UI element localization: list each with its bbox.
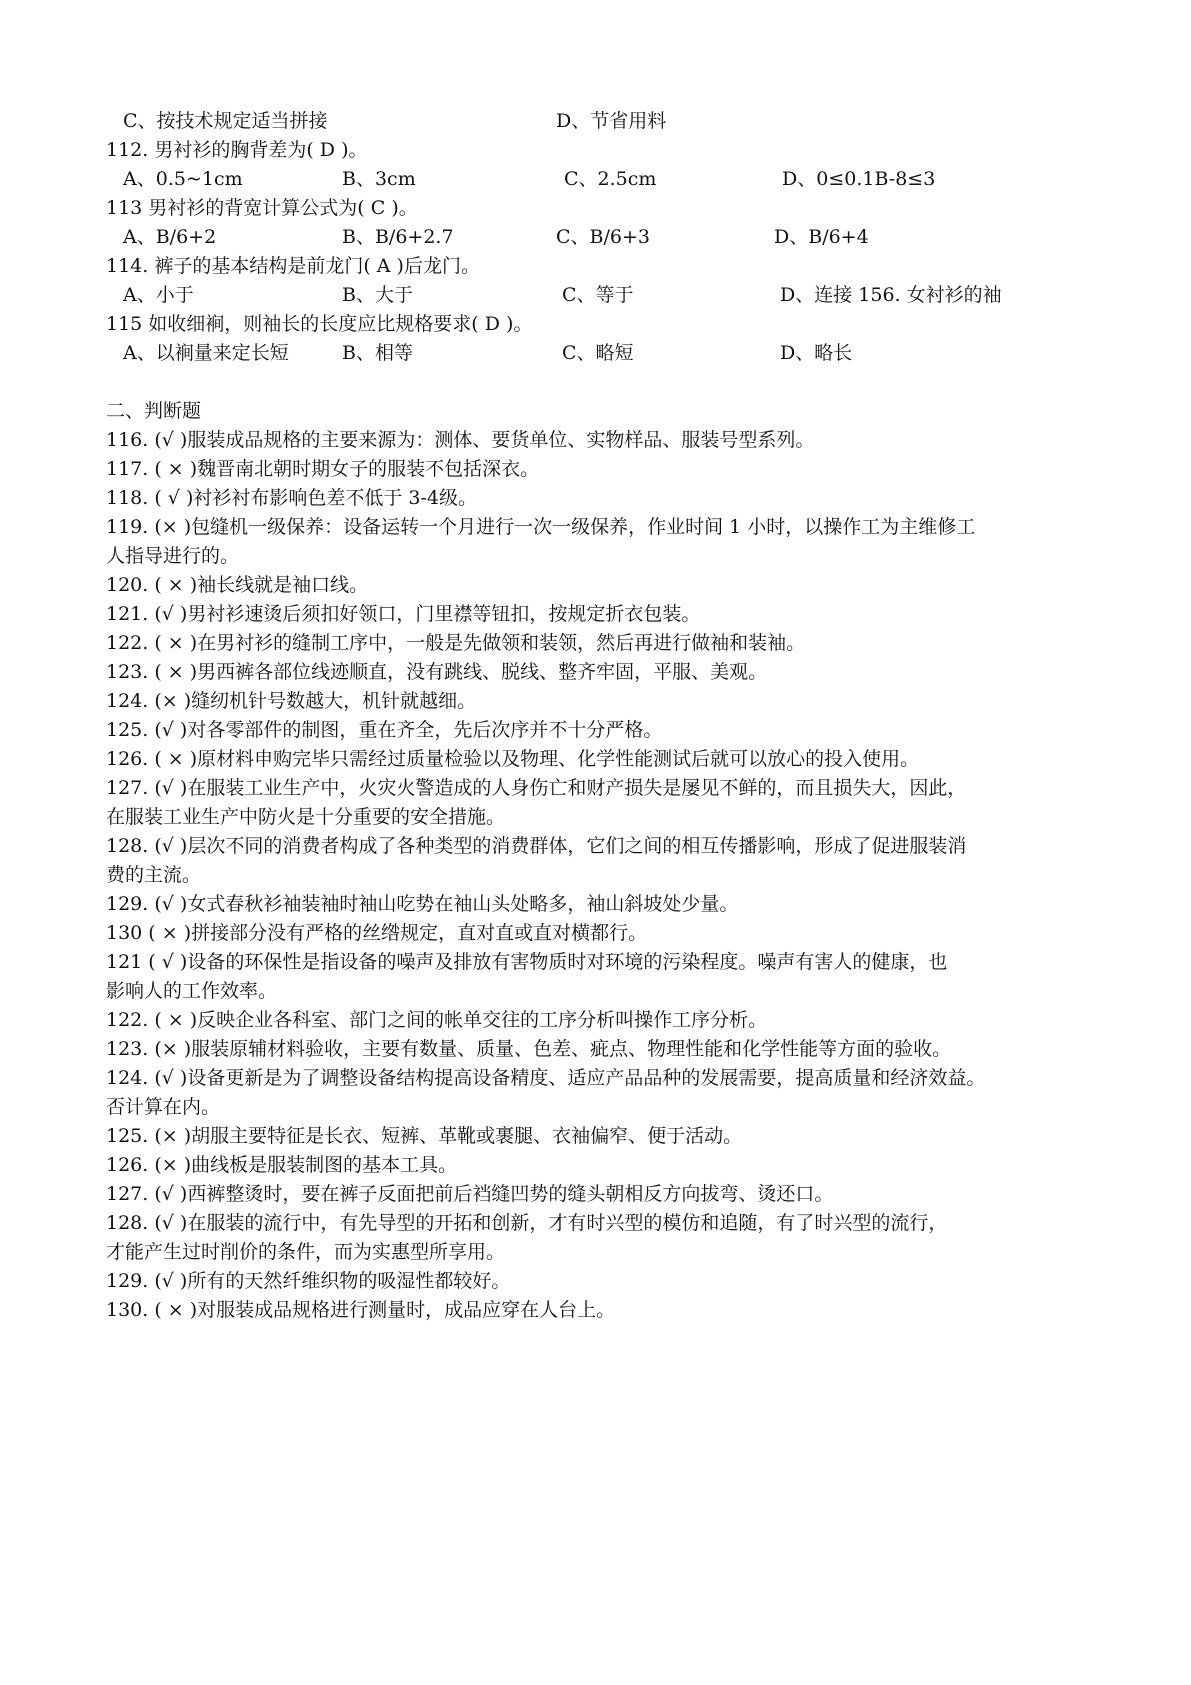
q112-stem: 112. 男衬衫的胸背差为( D )。 [106, 139, 368, 161]
list-item: 124. (√ )设备更新是为了调整设备结构提高设备精度、适应产品品种的发展需要，提高质量和经济效益。 [106, 1067, 986, 1089]
list-item: 人指导进行的。 [106, 545, 240, 567]
q115-stem: 115 如收细裥，则袖长的长度应比规格要求( D )。 [106, 313, 533, 335]
list-item: 125. (√ )对各零部件的制图，重在齐全，先后次序并不十分严格。 [106, 719, 663, 741]
list-item: 122. ( × )在男衬衫的缝制工序中，一般是先做领和装领，然后再进行做袖和装袖。 [106, 632, 806, 654]
list-item: 116. (√ )服装成品规格的主要来源为：测体、要货单位、实物样品、服装号型系列。 [106, 429, 815, 451]
list-item: 123. ( × )男西裤各部位线迹顺直，没有跳线、脱线、整齐牢固，平服、美观。 [106, 661, 768, 683]
option-c: C、2.5cm [564, 168, 657, 190]
list-item: 129. (√ )所有的天然纤维织物的吸湿性都较好。 [106, 1270, 511, 1292]
list-item: 119. (× )包缝机一级保养：设备运转一个月进行一次一级保养，作业时间 1 小时，以操作工为主维修工 [106, 516, 976, 538]
list-item: 130. ( × )对服装成品规格进行测量时，成品应穿在人台上。 [106, 1299, 616, 1321]
list-item: 127. (√ )在服装工业生产中，火灾火警造成的人身伤亡和财产损失是屡见不鲜的，而且损失大，因此， [106, 777, 967, 799]
list-item: 126. ( × )原材料申购完毕只需经过质量检验以及物理、化学性能测试后就可以放心的投入使用。 [106, 748, 920, 770]
list-item: 130 ( × )拼接部分没有严格的丝绺规定，直对直或直对横都行。 [106, 922, 648, 944]
option-a: A、0.5~1cm [123, 168, 243, 190]
list-item: 费的主流。 [106, 864, 202, 886]
list-item: 128. (√ )层次不同的消费者构成了各种类型的消费群体，它们之间的相互传播影响，形成了促进服装消 [106, 835, 967, 857]
option-b: B、大于 [342, 284, 413, 306]
option-d: D、0≤0.1B-8≤3 [782, 168, 936, 190]
section-title: 二、判断题 [106, 400, 202, 422]
option-d: D、略长 [780, 342, 853, 364]
option-d: D、B/6+4 [774, 226, 869, 248]
list-item: 122. ( × )反映企业各科室、部门之间的帐单交往的工序分析叫操作工序分析。 [106, 1009, 768, 1031]
list-item: 影响人的工作效率。 [106, 980, 278, 1002]
list-item: 117. ( × )魏晋南北朝时期女子的服装不包括深衣。 [106, 458, 540, 480]
option-c: C、B/6+3 [556, 226, 650, 248]
list-item: 129. (√ )女式春秋衫袖装袖时袖山吃势在袖山头处略多，袖山斜坡处少量。 [106, 893, 739, 915]
option-d: D、连接 156. 女衬衫的袖 [780, 284, 1002, 306]
option-d: D、节省用料 [556, 110, 667, 132]
list-item: 123. (× )服装原辅材料验收，主要有数量、质量、色差、疵点、物理性能和化学性能等方面的验收。 [106, 1038, 952, 1060]
list-item: 在服装工业生产中防火是十分重要的安全措施。 [106, 806, 506, 828]
list-item: 121 ( √ )设备的环保性是指设备的噪声及排放有害物质时对环境的污染程度。噪声有害人的健康，也 [106, 951, 948, 973]
option-a: A、B/6+2 [123, 226, 217, 248]
list-item: 127. (√ )西裤整烫时，要在裤子反面把前后裆缝凹势的缝头朝相反方向拔弯、烫还口。 [106, 1183, 834, 1205]
list-item: 否计算在内。 [106, 1096, 221, 1118]
option-c: C、略短 [562, 342, 634, 364]
list-item: 124. (× )缝纫机针号数越大，机针就越细。 [106, 690, 477, 712]
option-b: B、B/6+2.7 [342, 226, 454, 248]
option-b: B、相等 [342, 342, 413, 364]
q113-stem: 113 男衬衫的背宽计算公式为( C )。 [106, 197, 418, 219]
option-b: B、3cm [342, 168, 416, 190]
list-item: 128. (√ )在服装的流行中，有先导型的开拓和创新，才有时兴型的模仿和追随，有了时兴型的流行， [106, 1212, 948, 1234]
option-c: C、按技术规定适当拼接 [123, 110, 328, 132]
list-item: 118. ( √ )衬衫衬布影响色差不低于 3-4级。 [106, 487, 477, 509]
list-item: 125. (× )胡服主要特征是长衣、短裤、革靴或裹腿、衣袖偏窄、便于活动。 [106, 1125, 743, 1147]
option-c: C、等于 [562, 284, 634, 306]
q114-stem: 114. 裤子的基本结构是前龙门( A )后龙门。 [106, 255, 480, 277]
option-a: A、以裥量来定长短 [123, 342, 289, 364]
list-item: 126. (× )曲线板是服装制图的基本工具。 [106, 1154, 458, 1176]
option-a: A、小于 [123, 284, 194, 306]
list-item: 120. ( × )袖长线就是袖口线。 [106, 574, 369, 596]
list-item: 才能产生过时削价的条件，而为实惠型所享用。 [106, 1241, 506, 1263]
list-item: 121. (√ )男衬衫速烫后须扣好领口，门里襟等钮扣，按规定折衣包装。 [106, 603, 701, 625]
